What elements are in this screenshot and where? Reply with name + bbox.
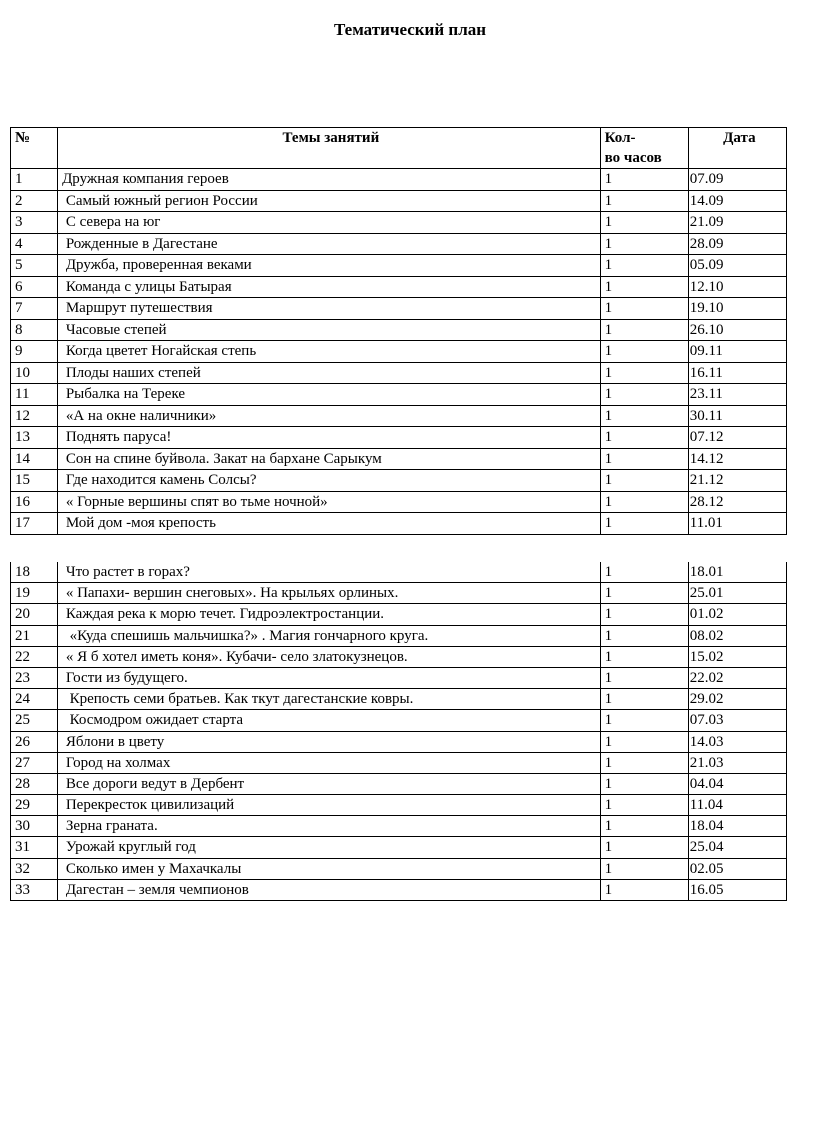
row-number: 30 [11,816,58,837]
row-topic: Где находится камень Солсы? [58,470,601,492]
row-topic: Часовые степей [58,319,601,341]
row-date: 28.12 [688,491,786,513]
row-number: 26 [11,731,58,752]
row-hours: 1 [600,731,688,752]
row-date: 28.09 [688,233,786,255]
row-date: 01.02 [688,604,786,625]
table-row [11,562,787,583]
row-date: 16.11 [688,362,786,384]
row-hours: 1 [600,858,688,879]
row-hours: 1 [600,816,688,837]
thematic-plan-table-continued [10,562,787,901]
row-number: 25 [11,710,58,731]
row-hours: 1 [600,513,688,535]
table-row [11,362,787,384]
row-date: 07.03 [688,710,786,731]
row-number: 33 [11,879,58,900]
row-hours: 1 [600,470,688,492]
table-row [11,427,787,449]
row-date: 25.04 [688,837,786,858]
row-hours: 1 [600,276,688,298]
row-date: 07.12 [688,427,786,449]
row-number: 32 [11,858,58,879]
row-topic: Когда цветет Ногайская степь [58,341,601,363]
row-number: 5 [11,255,58,277]
row-hours: 1 [600,255,688,277]
row-date: 04.04 [688,773,786,794]
row-date: 21.09 [688,212,786,234]
row-date: 12.10 [688,276,786,298]
row-hours: 1 [600,625,688,646]
page-title: Тематический план [333,20,487,39]
row-date: 19.10 [688,298,786,320]
row-hours: 1 [600,837,688,858]
row-number: 23 [11,667,58,688]
row-hours: 1 [600,190,688,212]
table-row [11,212,787,234]
header-topic: Темы занятий [58,128,601,169]
header-date: Дата [688,128,786,169]
row-date: 23.11 [688,384,786,406]
row-date: 14.03 [688,731,786,752]
row-topic: Сон на спине буйвола. Закат на бархане Сарыкум [58,448,601,470]
row-topic: Плоды наших степей [58,362,601,384]
row-hours: 1 [600,795,688,816]
row-topic: Поднять паруса! [58,427,601,449]
row-date: 02.05 [688,858,786,879]
row-number: 24 [11,689,58,710]
table-row [11,513,787,535]
table-row [11,604,787,625]
row-date: 18.01 [688,562,786,583]
header-hours: Кол- во часов [600,128,688,169]
row-number: 29 [11,795,58,816]
row-topic: С севера на юг [58,212,601,234]
row-hours: 1 [600,710,688,731]
row-date: 21.03 [688,752,786,773]
row-number: 17 [11,513,58,535]
row-number: 14 [11,448,58,470]
row-date: 11.01 [688,513,786,535]
row-topic: Рыбалка на Тереке [58,384,601,406]
table-header-row [11,128,787,169]
row-number: 28 [11,773,58,794]
row-number: 8 [11,319,58,341]
table-row [11,667,787,688]
table-row [11,190,787,212]
row-topic: Яблони в цвету [58,731,601,752]
row-date: 30.11 [688,405,786,427]
header-number: № [11,128,58,169]
row-topic: Дружба, проверенная веками [58,255,601,277]
thematic-plan-table [10,127,787,535]
row-topic: Крепость семи братьев. Как ткут дагестанские ковры. [58,689,601,710]
row-hours: 1 [600,384,688,406]
row-topic: Город на холмах [58,752,601,773]
row-hours: 1 [600,405,688,427]
table-row [11,752,787,773]
row-topic: Что растет в горах? [58,562,601,583]
row-number: 19 [11,583,58,604]
row-date: 26.10 [688,319,786,341]
row-hours: 1 [600,362,688,384]
row-topic: Дружная компания героев [58,169,601,191]
row-hours: 1 [600,646,688,667]
row-number: 2 [11,190,58,212]
table-row [11,816,787,837]
table-row [11,583,787,604]
row-hours: 1 [600,212,688,234]
row-topic: Рожденные в Дагестане [58,233,601,255]
row-date: 08.02 [688,625,786,646]
row-hours: 1 [600,341,688,363]
row-number: 12 [11,405,58,427]
row-hours: 1 [600,583,688,604]
table-row [11,319,787,341]
row-number: 11 [11,384,58,406]
table-row [11,858,787,879]
row-number: 15 [11,470,58,492]
table-row [11,169,787,191]
row-hours: 1 [600,427,688,449]
row-date: 16.05 [688,879,786,900]
row-number: 20 [11,604,58,625]
row-hours: 1 [600,689,688,710]
row-topic: Команда с улицы Батырая [58,276,601,298]
row-number: 3 [11,212,58,234]
row-topic: Космодром ожидает старта [58,710,601,731]
table-row [11,879,787,900]
table-row [11,448,787,470]
row-hours: 1 [600,604,688,625]
row-date: 15.02 [688,646,786,667]
table-row [11,491,787,513]
table-row [11,405,787,427]
row-topic: Мой дом -моя крепость [58,513,601,535]
row-hours: 1 [600,773,688,794]
row-topic: Самый южный регион России [58,190,601,212]
row-number: 4 [11,233,58,255]
row-topic: Зерна граната. [58,816,601,837]
row-number: 21 [11,625,58,646]
row-number: 27 [11,752,58,773]
table-row [11,233,787,255]
row-number: 10 [11,362,58,384]
row-hours: 1 [600,491,688,513]
table-row [11,731,787,752]
row-topic: « Горные вершины спят во тьме ночной» [58,491,601,513]
row-number: 18 [11,562,58,583]
row-date: 25.01 [688,583,786,604]
row-hours: 1 [600,879,688,900]
row-hours: 1 [600,667,688,688]
row-topic: « Я б хотел иметь коня». Кубачи- село златокузнецов. [58,646,601,667]
row-topic: Перекресток цивилизаций [58,795,601,816]
row-topic: Гости из будущего. [58,667,601,688]
row-date: 07.09 [688,169,786,191]
row-hours: 1 [600,562,688,583]
table-row [11,625,787,646]
row-date: 14.12 [688,448,786,470]
table-row [11,298,787,320]
row-date: 18.04 [688,816,786,837]
row-number: 7 [11,298,58,320]
table-row [11,255,787,277]
row-hours: 1 [600,319,688,341]
row-topic: «Куда спешишь мальчишка?» . Магия гончарного круга. [58,625,601,646]
table-row [11,470,787,492]
table-row [11,276,787,298]
row-hours: 1 [600,448,688,470]
row-date: 14.09 [688,190,786,212]
row-number: 6 [11,276,58,298]
row-hours: 1 [600,169,688,191]
row-number: 9 [11,341,58,363]
row-date: 22.02 [688,667,786,688]
table-row [11,837,787,858]
row-topic: Все дороги ведут в Дербент [58,773,601,794]
table-row [11,773,787,794]
row-topic: «А на окне наличники» [58,405,601,427]
row-number: 1 [11,169,58,191]
table-row [11,341,787,363]
row-date: 21.12 [688,470,786,492]
table-row [11,689,787,710]
row-topic: Дагестан – земля чемпионов [58,879,601,900]
row-topic: « Папахи- вершин снеговых». На крыльях орлиных. [58,583,601,604]
row-date: 11.04 [688,795,786,816]
row-date: 05.09 [688,255,786,277]
row-date: 29.02 [688,689,786,710]
row-number: 31 [11,837,58,858]
row-number: 16 [11,491,58,513]
row-topic: Сколько имен у Махачкалы [58,858,601,879]
row-topic: Каждая река к морю течет. Гидроэлектростанции. [58,604,601,625]
table-row [11,710,787,731]
row-date: 09.11 [688,341,786,363]
row-hours: 1 [600,752,688,773]
table-row [11,646,787,667]
row-topic: Маршрут путешествия [58,298,601,320]
row-number: 22 [11,646,58,667]
row-topic: Урожай круглый год [58,837,601,858]
row-hours: 1 [600,298,688,320]
table-row [11,384,787,406]
row-hours: 1 [600,233,688,255]
row-number: 13 [11,427,58,449]
table-row [11,795,787,816]
